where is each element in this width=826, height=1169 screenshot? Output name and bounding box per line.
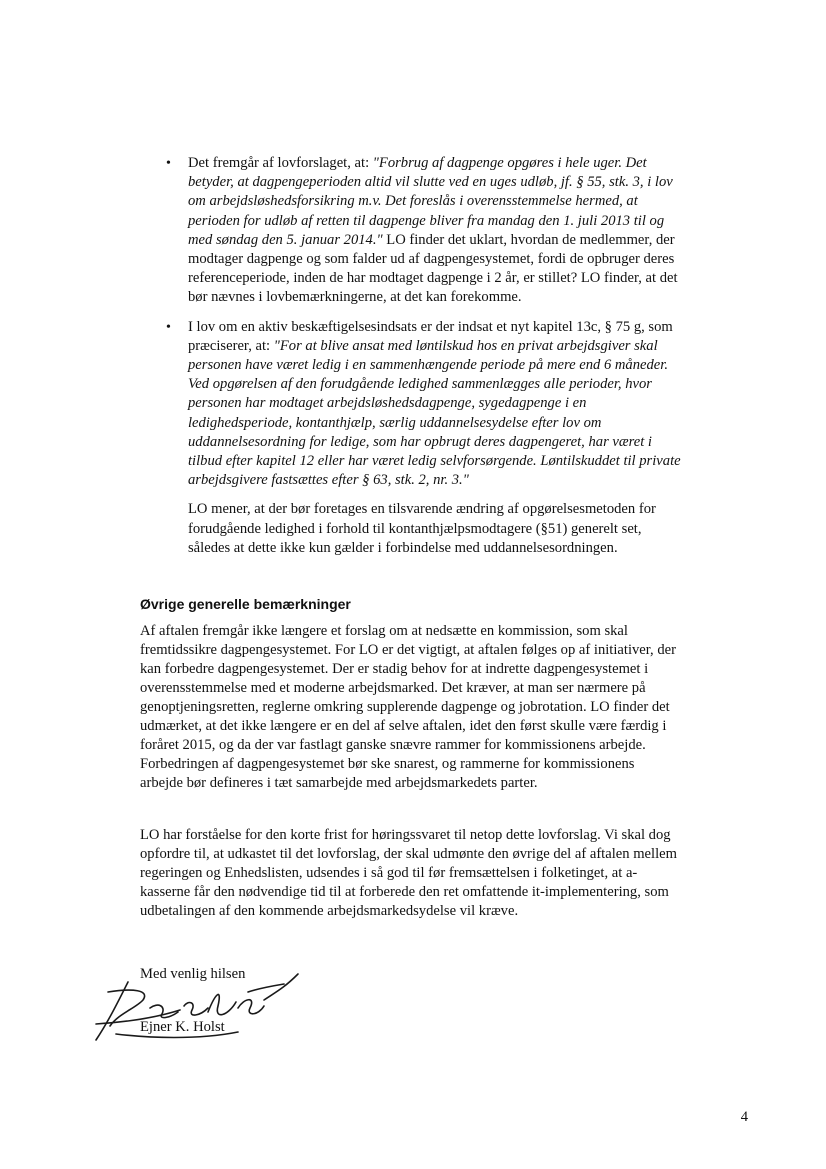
bullet-marker: •	[166, 156, 171, 171]
signer-name: Ejner K. Holst	[140, 1019, 225, 1035]
body-paragraph: LO har forståelse for den korte frist for høringssvaret til netop dette lovforslag. Vi skal dog opfordre til, at udkastet til det lovforslag, der skal udmønte den øvrige del af aftalen mellem regeringen og Enhedslisten, udsendes i så god til før fremsættelsen i folketinget, at a-kasserne får den nødvendige tid til at forberede den ret omfattende it-implementering, som udbetalingen af den kommende arbejdsmarkedsydelse vil kræve.	[140, 827, 677, 919]
bullet-followup-text: LO mener, at der bør foretages en tilsvarende ændring af opgørelsesmetoden for forudgående ledighed i forhold til kontanthjælpsmodtagere (§51) generelt set, således at dette ikke kun gælder i forbindelse med uddannelsesordningen.	[188, 501, 656, 556]
closing-salutation: Med venlig hilsen	[140, 966, 246, 982]
section-heading: Øvrige generelle bemærkninger	[140, 596, 351, 612]
bullet-item	[164, 154, 684, 308]
bullet-item	[164, 318, 684, 558]
bullet-text: Det fremgår af lovforslaget, at: "Forbrug af dagpenge opgøres i hele uger. Det betyder, at dagpengeperioden altid vil slutte ved en uges udløb, jf. § 55, stk. 3, i lov om arbejdsløshedsforsikring m.v. Det foreslås i overensstemmelse hermed, at perioden for udløb af retten til dagpenge bliver fra mandag den 1. juli 2013 til og med søndag den 5. januar 2014." LO finder det uklart, hvordan de medlemmer, der modtager dagpenge og som falder ud af dagpengesystemet, fordi de opbruger deres referenceperiode, inden de har modtaget dagpenge i 2 år, er stillet? LO finder, at det bør nævnes i lovbemærkningerne, at det kan forekomme.	[188, 155, 678, 306]
bullet-text: I lov om en aktiv beskæftigelsesindsats er der indsat et nyt kapitel 13c, § 75 g, som præciserer, at: "For at blive ansat med løntilskud hos en privat arbejdsgiver skal personen have været ledig i en sammenhængende periode på mere end 6 måneder. Ved opgørelsen af den forudgående ledighed sammenlægges alle perioder, hvor personen har modtaget arbejdsløshedsdagpenge, sygedagpenge i en ledighedsperiode, kontanthjælp, særlig uddannelsesydelse efter lov om uddannelsesordning for ledige, som har opbrugt deres dagpengeret, har været i tilbud efter kapitel 12 eller har været ledig selvforsørgende. Løntilskuddet til private arbejdsgivere fastsættes efter § 63, stk. 2, nr. 3."	[188, 318, 681, 489]
body-paragraph: Af aftalen fremgår ikke længere et forslag om at nedsætte en kommission, som skal fremtidssikre dagpengesystemet. For LO er det vigtigt, at aftalen følges op af initiativer, der kan forbedre dagpengesystemet. Der er stadig behov for at indrette dagpengesystemet i overensstemmelse med et moderne arbejdsmarked. Det kræver, at man ser nærmere på genoptjeningsretten, reglerne omkring supplerende dagpenge og jobrotation. LO finder det udmærket, at det ikke længere er en del af selve aftalen, idet den først skulle være færdig i foråret 2015, og da der var fastlagt ganske snævre rammer for kommissionens arbejde. Forbedringen af dagpengesystemet bør ske snarest, og rammerne for kommissionens arbejde bør defineres i tæt samarbejde med arbejdsmarkedets parter.	[140, 623, 676, 791]
page-number: 4	[740, 1109, 748, 1125]
bullet-marker: •	[166, 319, 171, 335]
bullet-list	[164, 154, 684, 558]
handwritten-signature	[88, 962, 318, 1052]
